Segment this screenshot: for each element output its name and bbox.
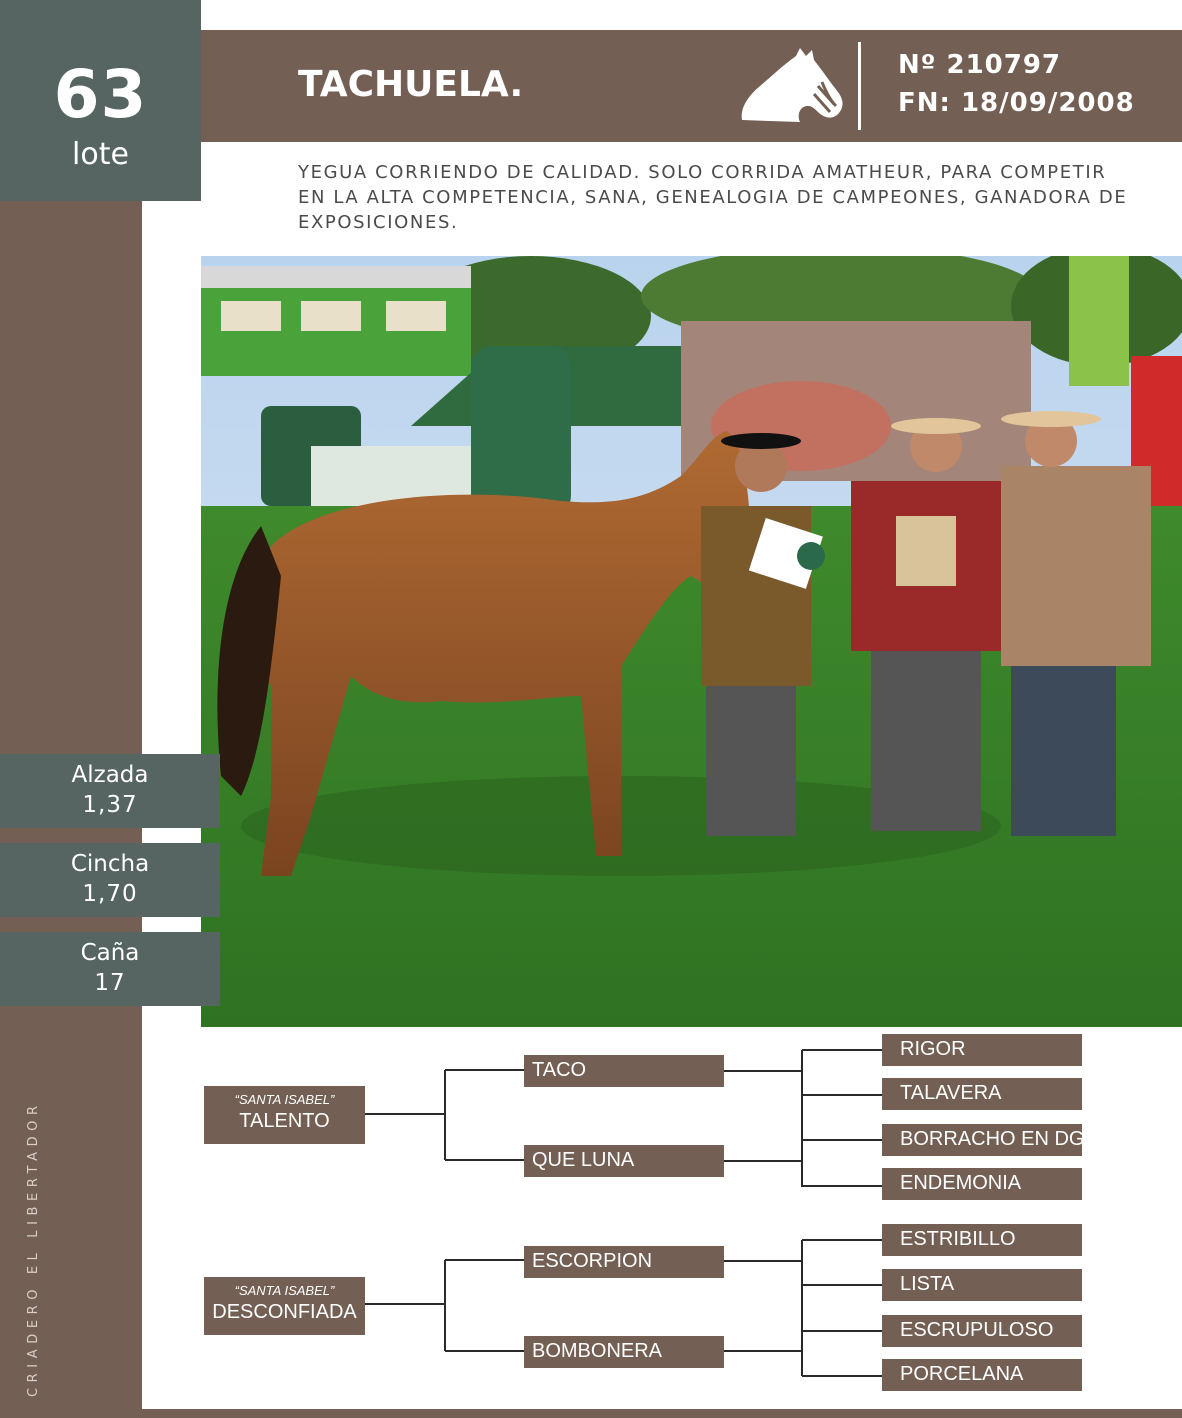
pedigree-name: DESCONFIADA	[212, 1301, 357, 1323]
pedigree-name: TALENTO	[239, 1110, 330, 1132]
pedigree-sire	[204, 1086, 365, 1144]
header-divider	[858, 42, 861, 130]
pedigree-dam-sire: ESCORPION	[524, 1246, 724, 1278]
registration-number: Nº 210797	[898, 50, 1062, 80]
brand-vertical	[26, 1075, 44, 1400]
pedigree-sire-dam: QUE LUNA	[524, 1145, 724, 1177]
pedigree-ggparent: RIGOR	[882, 1034, 1082, 1066]
stat-alzada	[0, 754, 220, 828]
lot-label: lote	[72, 137, 129, 172]
pedigree-ggparent: TALAVERA	[882, 1078, 1082, 1110]
pedigree-ggparent: ESTRIBILLO	[882, 1224, 1082, 1256]
stat-cincha	[0, 843, 220, 917]
stat-cana	[0, 932, 220, 1006]
pedigree-ggparent: BORRACHO EN DGO.	[882, 1124, 1082, 1156]
bottom-rule	[142, 1409, 1182, 1418]
horse-head-icon	[738, 46, 846, 124]
description-text: YEGUA CORRIENDO DE CALIDAD. SOLO CORRIDA AMATHEUR, PARA COMPETIR EN LA ALTA COMPETENCIA, SANA, GENEALOGIA DE CAMPEONES, GANADORA DE EXPOSICIONES.	[298, 162, 1128, 233]
photo-illustration	[201, 256, 1182, 1027]
birth-date: FN: 18/09/2008	[898, 88, 1135, 118]
pedigree-ggparent: LISTA	[882, 1269, 1082, 1301]
stat-value: 17	[94, 970, 126, 996]
stat-label: Alzada	[71, 762, 149, 788]
lot-badge	[0, 0, 201, 201]
stat-value: 1,37	[82, 792, 138, 818]
lot-number: 63	[53, 56, 148, 133]
pedigree-ggparent: ENDEMONIA	[882, 1168, 1082, 1200]
pedigree-sire-sire: TACO	[524, 1055, 724, 1087]
pedigree-prefix: “SANTA ISABEL”	[234, 1092, 335, 1107]
pedigree-ggparent: PORCELANA	[882, 1359, 1082, 1391]
left-sidebar-strip	[0, 0, 142, 1418]
stat-value: 1,70	[82, 881, 138, 907]
pedigree-dam	[204, 1277, 365, 1335]
stat-label: Cincha	[70, 851, 150, 877]
horse-name: TACHUELA.	[298, 64, 524, 105]
stat-label: Caña	[80, 940, 140, 966]
pedigree-ggparent: ESCRUPULOSO	[882, 1315, 1082, 1347]
brand-text: CRIADERO EL LIBERTADOR	[26, 1100, 41, 1397]
pedigree-prefix: “SANTA ISABEL”	[234, 1283, 335, 1298]
pedigree-dam-dam: BOMBONERA	[524, 1336, 724, 1368]
horse-photo	[201, 256, 1182, 1027]
